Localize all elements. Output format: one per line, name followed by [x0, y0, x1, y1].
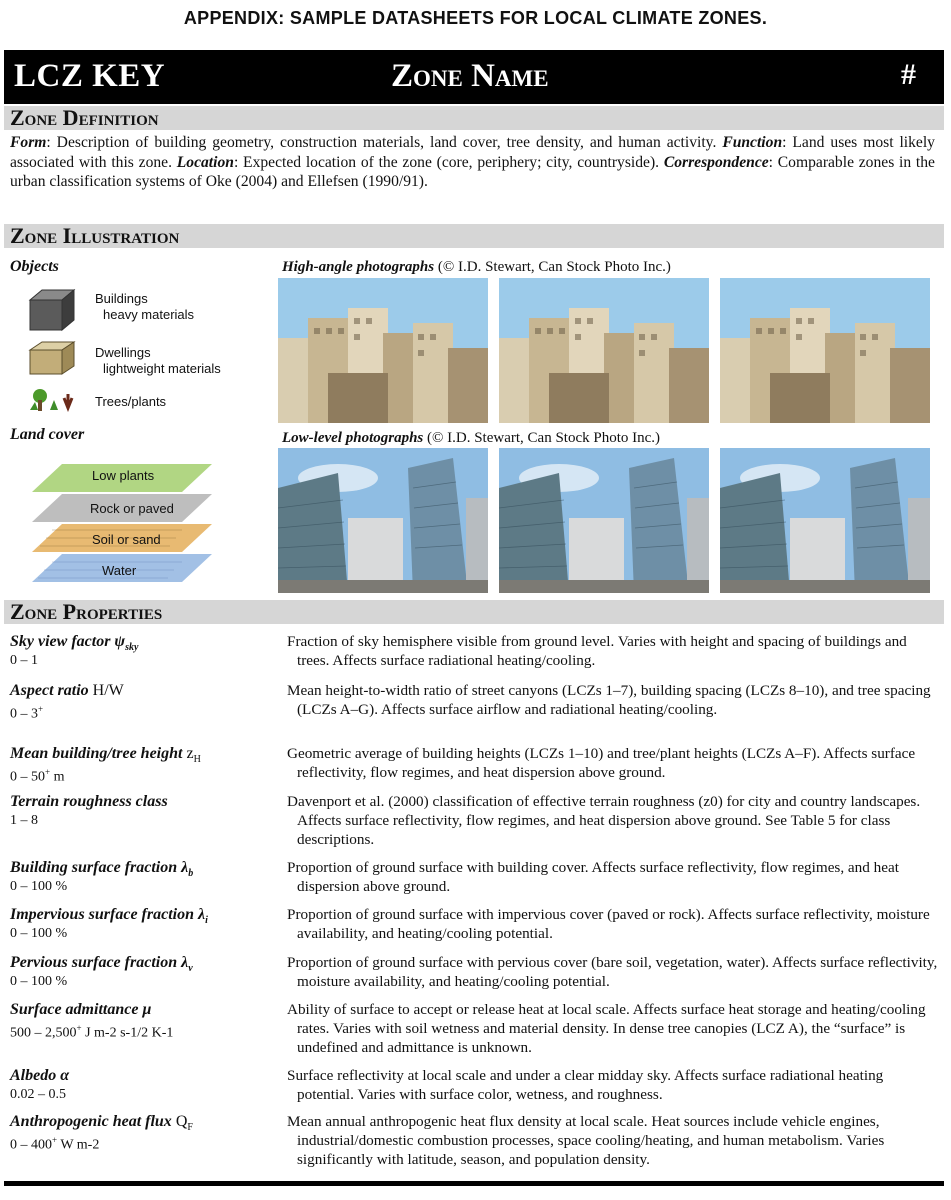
- land-cover-soil-sand: Soil or sand: [92, 532, 161, 547]
- land-cover-label: Land cover: [10, 426, 85, 443]
- appendix-title: APPENDIX: SAMPLE DATASHEETS FOR LOCAL CLIMATE ZONES.: [183, 8, 768, 28]
- building-cube-icon: [28, 288, 76, 332]
- high-angle-photo-3: [720, 278, 930, 423]
- low-level-photo-2: [499, 448, 709, 593]
- function-label: Function: [722, 134, 783, 151]
- location-label: Location: [176, 153, 234, 171]
- legend-dwellings: Dwellings lightweight materials: [95, 345, 221, 376]
- low-level-photo-3: [720, 448, 930, 593]
- form-label: Form: [10, 134, 47, 151]
- zone-definition-text: Form: Description of building geometry, construction materials, land cover, tree density, and human activity. Function: Land uses most likely associated with this zone. Location: Expected location of the zone (core, periphery; city, countryside). Correspondence: Comparable zones in the urban classification systems of Oke (2004) and Ellefsen (1990/91).: [10, 134, 935, 190]
- land-cover-low-plants: Low plants: [92, 468, 155, 483]
- legend-trees: Trees/plants: [95, 394, 167, 409]
- objects-label: Objects: [10, 258, 59, 275]
- zone-number-label: #: [901, 58, 916, 91]
- trees-plants-icon: [28, 386, 78, 412]
- lcz-key-header: [4, 50, 944, 104]
- legend-buildings: Buildings heavy materials: [95, 291, 195, 322]
- land-cover-rock-paved: Rock or paved: [90, 501, 174, 516]
- zone-properties-heading: Zone Properties: [4, 600, 944, 624]
- low-level-photo-1: [278, 448, 488, 593]
- land-cover-water: Water: [102, 563, 137, 578]
- low-level-caption: Low-level photographs (© I.D. Stewart, Can Stock Photo Inc.): [282, 430, 661, 446]
- lcz-key-label: LCZ KEY: [14, 58, 166, 94]
- correspondence-label: Correspondence: [663, 153, 769, 171]
- zone-definition-heading: Zone Definition: [4, 106, 944, 130]
- zone-illustration-heading: Zone Illustration: [4, 224, 944, 248]
- bottom-rule: [4, 1181, 944, 1186]
- zone-name-label: Zone Name: [391, 58, 549, 94]
- high-angle-photo-1: [278, 278, 488, 423]
- dwelling-box-icon: [28, 340, 76, 376]
- high-angle-caption: High-angle photographs (© I.D. Stewart, Can Stock Photo Inc.): [282, 259, 671, 275]
- high-angle-photo-2: [499, 278, 709, 423]
